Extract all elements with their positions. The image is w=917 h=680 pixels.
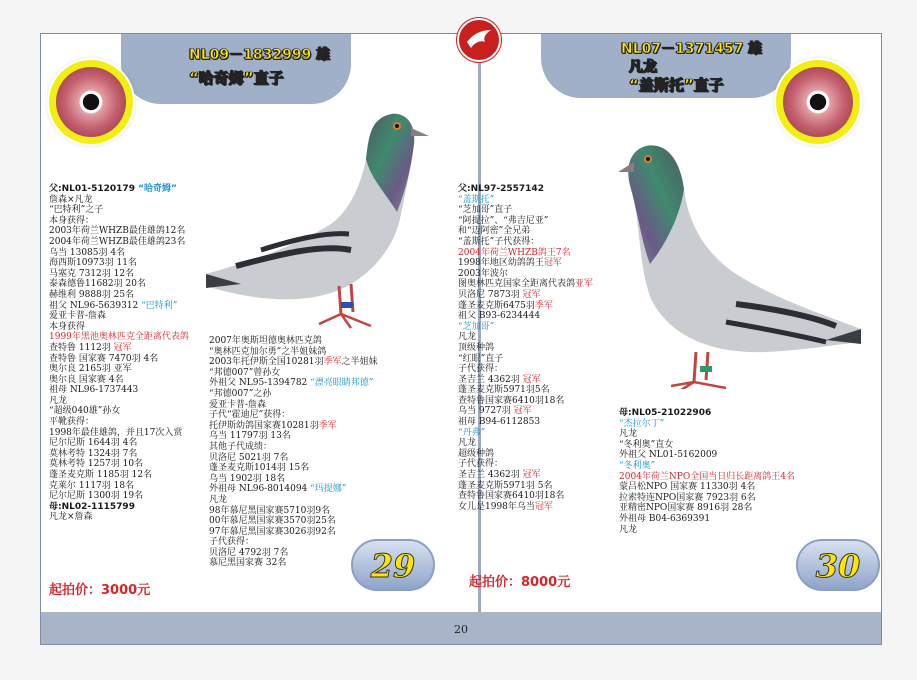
text-line-main: 亚精密NPO国家赛 8916羽 28名 [619,503,753,514]
text-line-main: 外祖母 B04-6369391 [619,513,711,524]
text-line-highlight: “杰拉尔丁” [619,418,665,429]
text-line-main: 外祖父 NL95-1394782 [209,378,311,389]
text-line-main: 子代“霍迪尼”获得： [209,410,291,421]
text-line-main: 本身获得 [49,321,86,332]
right-price-value: 8000元 [521,575,571,590]
text-line [49,354,189,365]
text-line-main: 尼尔尼斯 1300羽 19名 [49,491,144,502]
text-line-main: “邦德007”曾孙女 [209,367,281,378]
text-line [209,389,378,400]
text-line-main: 2007年奥斯坦德奥林匹克鸽 [209,336,322,346]
text-line [458,311,593,322]
left-pigeon-photo [201,74,436,339]
text-line [458,269,593,280]
text-line-highlight: “漂亮眼睛邦德” [310,378,374,389]
text-line-main: 外祖母 NL96-8014094 [209,484,311,495]
text-line [619,514,795,525]
right-page-badge [796,539,880,591]
text-line [619,440,795,451]
text-line [458,354,593,365]
text-line [49,184,189,195]
text-line-main: 祖父 B93-6234444 [458,311,541,322]
text-line-main: 圣吉兰 4362羽 [458,374,523,385]
text-line-highlight: “玛提娜” [310,484,347,495]
text-line [49,332,189,343]
text-line [209,453,378,464]
text-line-main: 蓬圣麦克斯5971羽 5名 [458,480,553,491]
text-line [209,516,378,527]
text-line-main: 莫林考特 1324羽 7名 [49,448,138,459]
text-line [458,470,593,481]
text-line [619,472,795,483]
text-line-main: 托伊斯幼鸽国家赛10281羽 [209,420,319,431]
text-line [458,449,593,460]
text-line-main: 凡龙 [458,438,477,449]
text-line [49,364,189,375]
text-line-main: 蓬圣麦克斯1014羽 15名 [209,463,310,474]
text-line [458,258,593,269]
text-line-main: “奥林匹克加尔勇”之半姐妹鸽 [209,346,327,357]
text-line [458,279,593,290]
text-line-main: 图奥林匹克国家全距离代表鸽 [458,279,576,290]
text-line-main: 乌当 11797羽 13名 [209,431,291,442]
text-line [619,503,795,514]
text-line [49,216,189,227]
text-line-main: 其他子代成绩： [209,441,273,452]
text-line [49,322,189,333]
text-line [458,343,593,354]
text-line [458,237,593,248]
text-line [458,481,593,492]
text-line [49,396,189,407]
text-line [458,301,593,312]
right-pigeon-photo [576,104,866,389]
right-page-badge-number: 30 [815,547,861,585]
text-line-main: “芝加哥”直子 [458,205,513,216]
text-line-award: 亚军 [575,279,594,290]
right-sire-column [458,184,593,512]
text-line [209,368,378,379]
left-price-value: 3000元 [101,583,151,598]
text-line-main: 1998年地区幼鸽鸽王 [458,258,544,269]
text-line-award: 季军 [318,420,337,431]
text-line-main: 顶级种鸽 [458,342,495,353]
text-line-main: 贝洛尼 4792羽 7名 [209,547,289,558]
text-line-award: 冠军 [534,501,553,512]
text-line-main: “巴特利”之子 [49,205,104,216]
text-line [49,470,189,481]
left-start-price [49,579,150,598]
left-sire-column [49,184,189,523]
text-line-main: “超级040雄”孙女 [49,406,121,417]
right-ring-number: NL07－1371457 雄 [621,41,763,57]
text-line [458,491,593,502]
text-line [49,375,189,386]
text-line [458,406,593,417]
text-line [49,428,189,439]
text-line-main: 00年慕尼黑国家赛3570羽25名 [209,516,336,527]
text-line [458,428,593,439]
text-line [49,417,189,428]
text-line-main: “盖斯托”子代获得： [458,236,540,247]
text-line [49,343,189,354]
text-line [49,385,189,396]
text-line-main: 母:NL02-1115799 [49,501,135,512]
text-line-main: 乌当 9727羽 [458,406,514,417]
text-line [209,431,378,442]
text-line [458,290,593,301]
text-line [49,406,189,417]
text-line [458,438,593,449]
text-line [458,332,593,343]
text-line [49,290,189,301]
pigeon-logo-icon [457,18,501,62]
text-line-main: 詹森×凡龙 [49,194,93,205]
text-line-main: 外祖父 NL01-5162009 [619,450,718,461]
text-line-main: 慕尼黑国家赛 32名 [209,558,287,569]
text-line [458,248,593,259]
right-pigeon-title: “盖斯托”直子 [629,76,724,94]
text-line-main: 查特鲁 1112羽 [49,342,114,353]
text-line [209,378,378,389]
text-line [49,258,189,269]
text-line-main: 爱亚卡普-詹森 [209,399,267,410]
text-line-main: 祖母 B94-6112853 [458,417,541,428]
text-line [49,279,189,290]
text-line-main: 凡龙 [209,494,228,505]
text-line [458,205,593,216]
text-line-highlight: “芝加哥” [458,321,495,332]
text-line-main: 女儿是1998年乌当 [458,501,535,512]
text-line-main: 蓬圣麦克斯5971羽5名 [458,385,550,396]
text-line [619,461,795,472]
text-line [209,463,378,474]
text-line [619,408,795,419]
text-line-main: 父:NL01-5120179 [49,184,139,194]
text-line-award: 冠军 [113,342,132,353]
text-line-main: 凡龙 [49,395,68,406]
text-line [619,429,795,440]
text-line [49,502,189,513]
text-line-highlight: “盖斯托” [458,194,495,205]
text-line-main: 平靴获得： [49,417,95,428]
text-line [458,184,593,195]
text-line [49,269,189,280]
left-dam-column [209,336,378,569]
text-line-main: 2003年托伊斯全国10281羽 [209,357,324,368]
text-line-main: 奥尔良 国家赛 4名 [49,374,124,385]
text-line-main: 查特鲁 国家赛 7470羽 4名 [49,353,159,364]
text-line-main: 本身获得： [49,215,95,226]
text-line [209,357,378,368]
text-line-main: 母:NL05-21022906 [619,408,712,418]
text-line-award: 冠军 [513,406,532,417]
text-line-main: 1999年黑池奥林匹克全距离代表鸽 [49,332,189,343]
right-start-price [469,571,570,590]
right-loft-name: 凡龙 [629,59,657,75]
text-line-award: 冠军 [543,258,562,269]
text-line-main: 2003年荷兰WHZB最佳雄鸽12名 [49,226,186,237]
text-line-main: 克莱尔 1117羽 18名 [49,480,135,491]
text-line-main: 凡龙 [619,524,638,535]
text-line-main: “冬利奥”直女 [619,439,674,450]
text-line-main: 2004年荷兰WHZB最佳雄鸽23名 [49,236,186,247]
text-line-main: 2004年荷兰WHZB鸽王7名 [458,247,571,258]
text-line-main: 凡龙×詹森 [49,512,93,523]
text-line-main: “阿提拉”、“弗吉尼亚” [458,215,549,226]
text-line-main: 查特鲁国家赛6410羽18名 [458,395,565,406]
text-line-highlight: “丹弗” [458,427,486,438]
text-line-main: 贝洛尼 5021羽 7名 [209,452,289,463]
text-line [209,495,378,506]
page-number: 20 [454,623,468,636]
left-price-label: 起拍价： [49,583,102,598]
text-line [619,482,795,493]
text-line [49,311,189,322]
text-line-main: 子代获得： [458,364,504,375]
brochure-spread [40,33,882,645]
text-line [458,385,593,396]
text-line [49,438,189,449]
text-line [209,410,378,421]
text-line [209,400,378,411]
text-line-main: 祖父 NL96-5639312 [49,300,142,311]
left-ring-number: NL09－1832999 雄 [189,47,331,63]
text-line-main: 凡龙 [619,429,638,440]
text-line-main: 2003年波尔 [458,268,508,279]
text-line [458,226,593,237]
text-line-main: 马塞克 7312羽 12名 [49,268,135,279]
text-line-main: 子代获得： [209,537,255,548]
text-line-main: 乌当 13085羽 4名 [49,247,126,258]
text-line [458,322,593,333]
text-line-main: 和“迈阿密”全兄弟 [458,226,531,237]
left-pigeon-title: “哈奇姆”直子 [189,69,284,87]
text-line-main: 子代获得： [458,459,504,470]
text-line-main: 父:NL97-2557142 [458,184,544,194]
left-page-badge [351,539,435,591]
right-dam-column [619,408,795,535]
text-line [458,459,593,470]
left-eye-image [56,67,126,137]
text-line-main: 蓬圣麦克斯 1185羽 12名 [49,470,153,481]
text-line-main: 爱亚卡普-詹森 [49,311,107,322]
text-line-main: 莫林考特 1257羽 10名 [49,459,144,470]
text-line-main: 圣吉兰 4362羽 [458,470,523,481]
text-line [458,195,593,206]
text-line-main: 祖母 NL96-1737443 [49,385,139,396]
text-line [458,364,593,375]
text-line-main: 贝洛尼 7873羽 [458,289,523,300]
text-line-main: 赫维利 9888羽 25名 [49,289,135,300]
text-line [458,375,593,386]
text-line-suffix: 之半姐妹 [341,357,378,368]
text-line [619,525,795,536]
text-line-main: 凡龙 [458,332,477,343]
text-line [209,442,378,453]
right-price-label: 起拍价： [469,575,522,590]
text-line-main: 1998年最佳雄鸽，并且17次入赏 [49,427,183,438]
text-line-award: 冠军 [522,470,541,481]
text-line-main: 97年慕尼黑国家赛3026羽92名 [209,526,336,537]
text-line-main: “红眼”直子 [458,353,504,364]
text-line [458,396,593,407]
text-line-main: 蓬圣麦克斯6475羽 [458,300,535,311]
text-line-highlight: “哈奇姆” [138,184,177,194]
text-line [49,449,189,460]
text-line-main: 超级种鸽 [458,448,495,459]
text-line-highlight: “巴特利” [141,300,178,311]
text-line [49,248,189,259]
text-line-main: 尼尔尼斯 1644羽 4名 [49,438,138,449]
text-line [619,450,795,461]
text-line-award: 季军 [534,300,553,311]
text-line [209,527,378,538]
text-line [49,301,189,312]
text-line-main: “邦德007”之孙 [209,388,272,399]
text-line-main: 海西斯10973羽 11名 [49,258,137,269]
text-line-main: 乌当 1902羽 18名 [209,473,286,484]
text-line-main: 98年慕尼黑国家赛5710羽9名 [209,505,331,516]
text-line [209,421,378,432]
text-line [458,216,593,227]
text-line [49,491,189,502]
text-line [49,481,189,492]
left-eye-ring [49,60,133,144]
text-line-award: 冠军 [522,289,541,300]
text-line-award: 冠军 [522,374,541,385]
text-line [49,237,189,248]
text-line [209,336,378,347]
text-line [49,205,189,216]
text-line-main: 泰森德鲁11682羽 20名 [49,279,146,290]
left-page-badge-number: 29 [370,547,416,585]
text-line [619,493,795,504]
text-line [209,484,378,495]
text-line-highlight: “冬利奥” [619,460,656,471]
text-line [209,347,378,358]
text-line [49,512,189,523]
text-line [619,419,795,430]
text-line-main: 查特鲁国家赛6410羽18名 [458,491,565,502]
text-line-main: 奥尔良 2165羽 亚军 [49,364,132,375]
text-line-main: 2004年荷兰NPO全国当日归长距离鸽王4名 [619,471,795,482]
text-line [209,474,378,485]
text-line-main: 蒙吕松NPO 国家赛 11330羽 4名 [619,482,756,493]
text-line-award: 季军 [323,357,342,368]
text-line [49,226,189,237]
text-line [458,502,593,513]
text-line [49,195,189,206]
text-line [209,506,378,517]
text-line-main: 拉索特连NPO国家赛 7923羽 6名 [619,492,756,503]
text-line [49,459,189,470]
text-line [458,417,593,428]
